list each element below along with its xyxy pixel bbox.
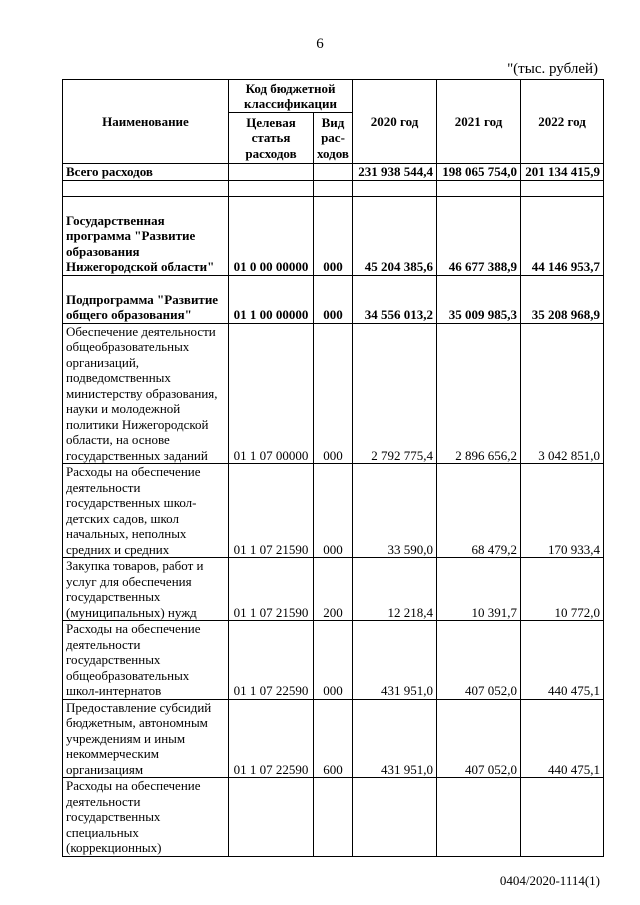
table-row xyxy=(63,778,604,857)
row-2022: 170 933,4 xyxy=(521,464,604,558)
table-row xyxy=(63,275,604,323)
budget-table xyxy=(62,79,604,857)
row-type: 000 xyxy=(314,621,353,700)
row-name: Расходы на обеспечение деятельности государственных специальных (коррекционных) xyxy=(63,778,229,857)
row-2022 xyxy=(521,778,604,857)
table-row xyxy=(63,558,604,621)
row-2020: 12 218,4 xyxy=(353,558,437,621)
row-name: Подпрограмма "Развитие общего образования" xyxy=(63,275,229,323)
row-2021: 198 065 754,0 xyxy=(437,164,521,181)
row-2021: 407 052,0 xyxy=(437,621,521,700)
header-2020: 2020 год xyxy=(353,80,437,164)
table-row xyxy=(63,180,604,196)
header-target-item: Целевая статья расходов xyxy=(229,113,314,164)
row-type: 000 xyxy=(314,323,353,464)
row-name xyxy=(63,180,229,196)
row-2021: 10 391,7 xyxy=(437,558,521,621)
row-2021 xyxy=(437,180,521,196)
row-code xyxy=(229,180,314,196)
row-type xyxy=(314,778,353,857)
row-2021: 2 896 656,2 xyxy=(437,323,521,464)
row-2021 xyxy=(437,778,521,857)
row-2020 xyxy=(353,180,437,196)
header-2021: 2021 год xyxy=(437,80,521,164)
row-2020 xyxy=(353,778,437,857)
row-code: 01 1 07 00000 xyxy=(229,323,314,464)
row-2022: 35 208 968,9 xyxy=(521,275,604,323)
row-type: 000 xyxy=(314,464,353,558)
row-name: Обеспечение деятельности общеобразовательных организаций, подведомственных министерству образования, науки и молодежной политики Нижегородской области, на основе государственных заданий xyxy=(63,323,229,464)
header-2022: 2022 год xyxy=(521,80,604,164)
row-type: 600 xyxy=(314,699,353,778)
row-2020: 45 204 385,6 xyxy=(353,196,437,275)
table-row xyxy=(63,699,604,778)
table-row xyxy=(63,196,604,275)
row-2022: 44 146 953,7 xyxy=(521,196,604,275)
row-code: 01 0 00 00000 xyxy=(229,196,314,275)
row-name: Расходы на обеспечение деятельности государственных школ-детских садов, школ начальных, неполных средних и средних xyxy=(63,464,229,558)
table-row xyxy=(63,164,604,181)
row-2021: 46 677 388,9 xyxy=(437,196,521,275)
row-type xyxy=(314,180,353,196)
row-2020: 231 938 544,4 xyxy=(353,164,437,181)
row-code xyxy=(229,164,314,181)
row-2020: 2 792 775,4 xyxy=(353,323,437,464)
row-code: 01 1 07 21590 xyxy=(229,464,314,558)
row-name: Закупка товаров, работ и услуг для обеспечения государственных (муниципальных) нужд xyxy=(63,558,229,621)
row-2020: 33 590,0 xyxy=(353,464,437,558)
row-2021: 35 009 985,3 xyxy=(437,275,521,323)
row-name: Предоставление субсидий бюджетным, автономным учреждениям и иным некоммерческим организациям xyxy=(63,699,229,778)
row-2020: 431 951,0 xyxy=(353,699,437,778)
page-number: 6 xyxy=(316,36,324,52)
row-2021: 407 052,0 xyxy=(437,699,521,778)
table-row xyxy=(63,464,604,558)
row-code: 01 1 07 22590 xyxy=(229,621,314,700)
row-2022: 3 042 851,0 xyxy=(521,323,604,464)
row-2022 xyxy=(521,180,604,196)
row-2022: 440 475,1 xyxy=(521,699,604,778)
row-2022: 201 134 415,9 xyxy=(521,164,604,181)
row-type: 200 xyxy=(314,558,353,621)
header-expense-type: Вид рас-ходов xyxy=(314,113,353,164)
row-2020: 431 951,0 xyxy=(353,621,437,700)
row-type: 000 xyxy=(314,275,353,323)
row-2022: 10 772,0 xyxy=(521,558,604,621)
row-2022: 440 475,1 xyxy=(521,621,604,700)
row-type: 000 xyxy=(314,196,353,275)
row-name: Всего расходов xyxy=(63,164,229,181)
row-code: 01 1 00 00000 xyxy=(229,275,314,323)
row-2021: 68 479,2 xyxy=(437,464,521,558)
row-name: Расходы на обеспечение деятельности государственных общеобразовательных школ-интернатов xyxy=(63,621,229,700)
table-row xyxy=(63,621,604,700)
document-code: 0404/2020-1114(1) xyxy=(499,873,600,888)
row-2020: 34 556 013,2 xyxy=(353,275,437,323)
row-name: Государственная программа "Развитие образования Нижегородской области" xyxy=(63,196,229,275)
row-type xyxy=(314,164,353,181)
row-code: 01 1 07 22590 xyxy=(229,699,314,778)
units-label: "(тыс. рублей) xyxy=(507,61,598,77)
row-code xyxy=(229,778,314,857)
row-code: 01 1 07 21590 xyxy=(229,558,314,621)
table-row xyxy=(63,323,604,464)
header-name: Наименование xyxy=(63,80,229,164)
header-code-group: Код бюджетной классификации xyxy=(229,80,353,113)
